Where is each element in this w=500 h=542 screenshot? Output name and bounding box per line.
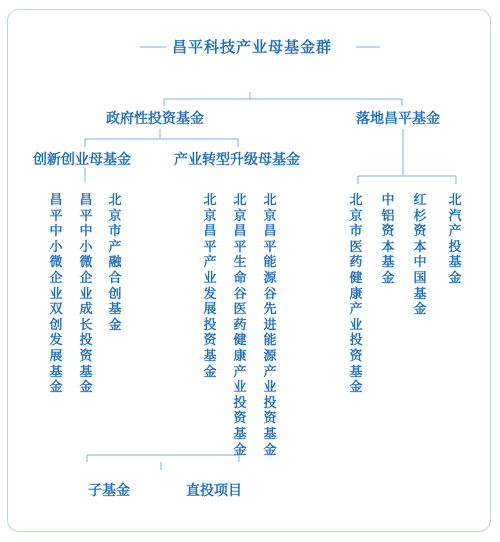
fund-item: 北京昌平产业发展投资基金 xyxy=(203,193,217,380)
industry-upgrade-fund-label: 产业转型升级母基金 xyxy=(174,152,300,168)
fund-item: 昌平中小微企业成长投资基金 xyxy=(79,193,93,396)
sub-fund-label: 子基金 xyxy=(88,483,130,499)
fund-item: 北京市产融合创基金 xyxy=(108,193,122,333)
government-fund-label: 政府性投资基金 xyxy=(106,111,204,127)
fund-item: 北京昌平能源谷先进能源产业投资基金 xyxy=(263,193,277,458)
fund-item: 红杉资本中国基金 xyxy=(413,193,427,318)
fund-item: 中铝资本基金 xyxy=(381,193,395,286)
fund-item: 昌平中小微企业双创发展基金 xyxy=(49,193,63,396)
innovation-fund-label: 创新创业母基金 xyxy=(33,152,131,168)
landing-fund-label: 落地昌平基金 xyxy=(356,111,440,127)
fund-item: 北京市医药健康产业投资基金 xyxy=(349,193,363,396)
fund-item: 北汽产投基金 xyxy=(448,193,462,286)
diagram-title: 昌平科技产业母基金群 xyxy=(172,38,333,56)
fund-item: 北京昌平生命谷医药健康产业投资基金 xyxy=(233,193,247,458)
direct-investment-label: 直投项目 xyxy=(186,483,242,499)
